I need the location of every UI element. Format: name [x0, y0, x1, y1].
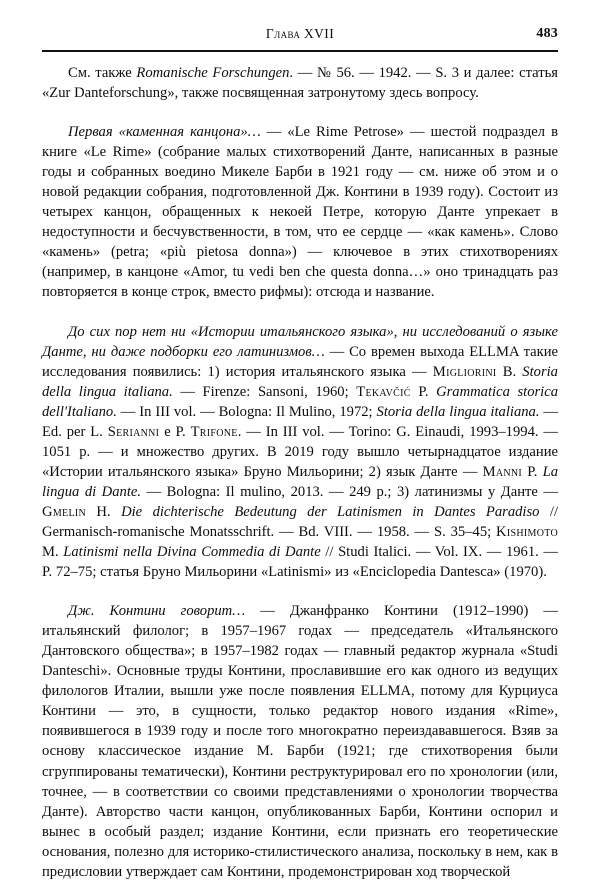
- author-migliorini: Migliorini: [432, 363, 497, 380]
- work-title: Die dichterische Bedeutung der Latinismen in Dantes Paradiso: [121, 503, 540, 520]
- text-run: См. также: [68, 65, 137, 81]
- text-run: H.: [86, 503, 122, 520]
- work-title: Storia della lingua italiana.: [376, 403, 540, 420]
- text-run: . — In III vol. — Torino: G. Einaudi, 1993–1994. — 1051 p. — и множество других. В 2019 году вышло четырнадцатое издание «Истории итальянского языка» Бруно Мильорини; 2) язык Данте —: [42, 423, 558, 480]
- text-run: M.: [42, 544, 64, 561]
- text-run: — «Le Rime Petrose» — шестой подраздел в книге «Le Rime» (собрание малых стихотворений Данте, написанных в разные годы и собранных воедино Микеле Барби в 1921 году — см. ниже об этом и о новой редакции собрания, подготовленной Дж. Контини в 1939 году). Состоит из четырех канцон, обращенных к некоей Петре, которую Данте упрекает в недоступности и бесчувственности, в том, что ее сердце — «как камень». Слово «камень» (petra; «più pietosa donna») — ключевое в этих стихотворениях (например, в канцоне «Amor, tu vedi ben che questa donna…» оно тринадцать раз повторяется в конце строк, вместо рифмы): отсюда и название.: [42, 124, 558, 301]
- text-run: — In III vol. — Bologna: Il Mulino, 1972;: [116, 403, 377, 420]
- paragraph-bibliography: [42, 322, 558, 583]
- paragraph-romanische-forschungen: [42, 63, 558, 103]
- text-run: // Studi Italici. — Vol. IX. — 1961. — P. 72–75; статья Бруно Мильорини «Latinismi» из «Enciclopedia Dantesca» (1970).: [42, 544, 559, 581]
- text-run: P.: [522, 463, 543, 480]
- lemma-italian-language-history: До сих пор нет ни «Истории итальянского языка», ни исследований о языке Данте, ни даже подборки его латинизмов…: [42, 323, 558, 360]
- header-rule: [42, 50, 558, 52]
- lemma-contini: Дж. Контини говорит…: [68, 603, 246, 620]
- text-run: — Джанфранко Контини (1912–1990) — итальянский филолог; в 1957–1967 годах — председатель «Итальянского Дантовского общества»; в 1957–1982 годах — главный редактор журнала «Studi Danteschi». Основные труды Контини, прославившие его как одного из ведущих филологов Италии, вышли уже после появления ELLMA, потому для Курциуса Контини — это, в сущности, только редактор нового издания «Rime», появившегося в 1939 году и после того многократно переиздававшегося. Взяв за основу классическое издание М. Барби (1921; где стихотворения были сгруппированы тематически), Контини реструктурировал его по хронологии (или, точнее, — в соответствии со своими представлениями о хронологии творчества Данте). Авторство части канцон, опубликованных Барби, Контини оспорил и вынес в особый раздел; издание Контини, если признать его теоретические основания, полезно для историко-стилистического анализа, поскольку в нем, как в предисловии утверждает сам Контини, продемонстрирован ход творческой: [42, 603, 558, 880]
- work-title: Latinismi nella Divina Commedia di Dante: [63, 544, 321, 561]
- paragraph-contini: [42, 601, 558, 882]
- paragraph-rime-petrose: [42, 122, 558, 302]
- text-run: — Firenze: Sansoni, 1960;: [172, 383, 357, 400]
- text-run: // Germanisch-romanische Monatsschrift. — Bd. VIII. — 1958. — S. 35–45;: [42, 503, 558, 540]
- author-tekavcic: Tekavčić: [356, 383, 411, 400]
- running-head: [42, 26, 558, 48]
- author-gmelin: Gmelin: [42, 503, 86, 520]
- text-run: — Bologna: Il mulino, 2013. — 249 p.; 3) латинизмы у Данте —: [141, 483, 558, 500]
- text-run: B.: [496, 363, 523, 380]
- author-kishimoto: Kishimoto: [496, 523, 558, 540]
- journal-title: Romanische Forschungen: [136, 65, 290, 81]
- text-run: e P.: [159, 423, 191, 440]
- body-text: [42, 63, 558, 882]
- lemma-rime-petrose: Первая «каменная канцона»…: [68, 124, 261, 141]
- author-trifone: Trifone: [190, 423, 238, 440]
- chapter-title: Глава XVII: [265, 26, 335, 41]
- text-run: . — № 56. — 1942. — S. 3 и далее: статья «Zur Danteforschung», также посвященная затронутому здесь вопросу.: [42, 65, 558, 102]
- text-run: P.: [410, 383, 437, 400]
- work-title: Grammatica storica dell'Italiano.: [42, 383, 559, 420]
- page-number: 483: [536, 26, 558, 41]
- text-run: — Со времен выхода ELLMA такие исследования появились: 1) история итальянского языка —: [42, 343, 558, 380]
- text-run: — Ed. per L.: [42, 403, 558, 440]
- author-serianni: Serianni: [107, 423, 160, 440]
- work-title: Storia della lingua italiana.: [42, 363, 558, 400]
- work-title: La lingua di Dante.: [42, 463, 558, 500]
- author-manni: Manni: [482, 463, 523, 480]
